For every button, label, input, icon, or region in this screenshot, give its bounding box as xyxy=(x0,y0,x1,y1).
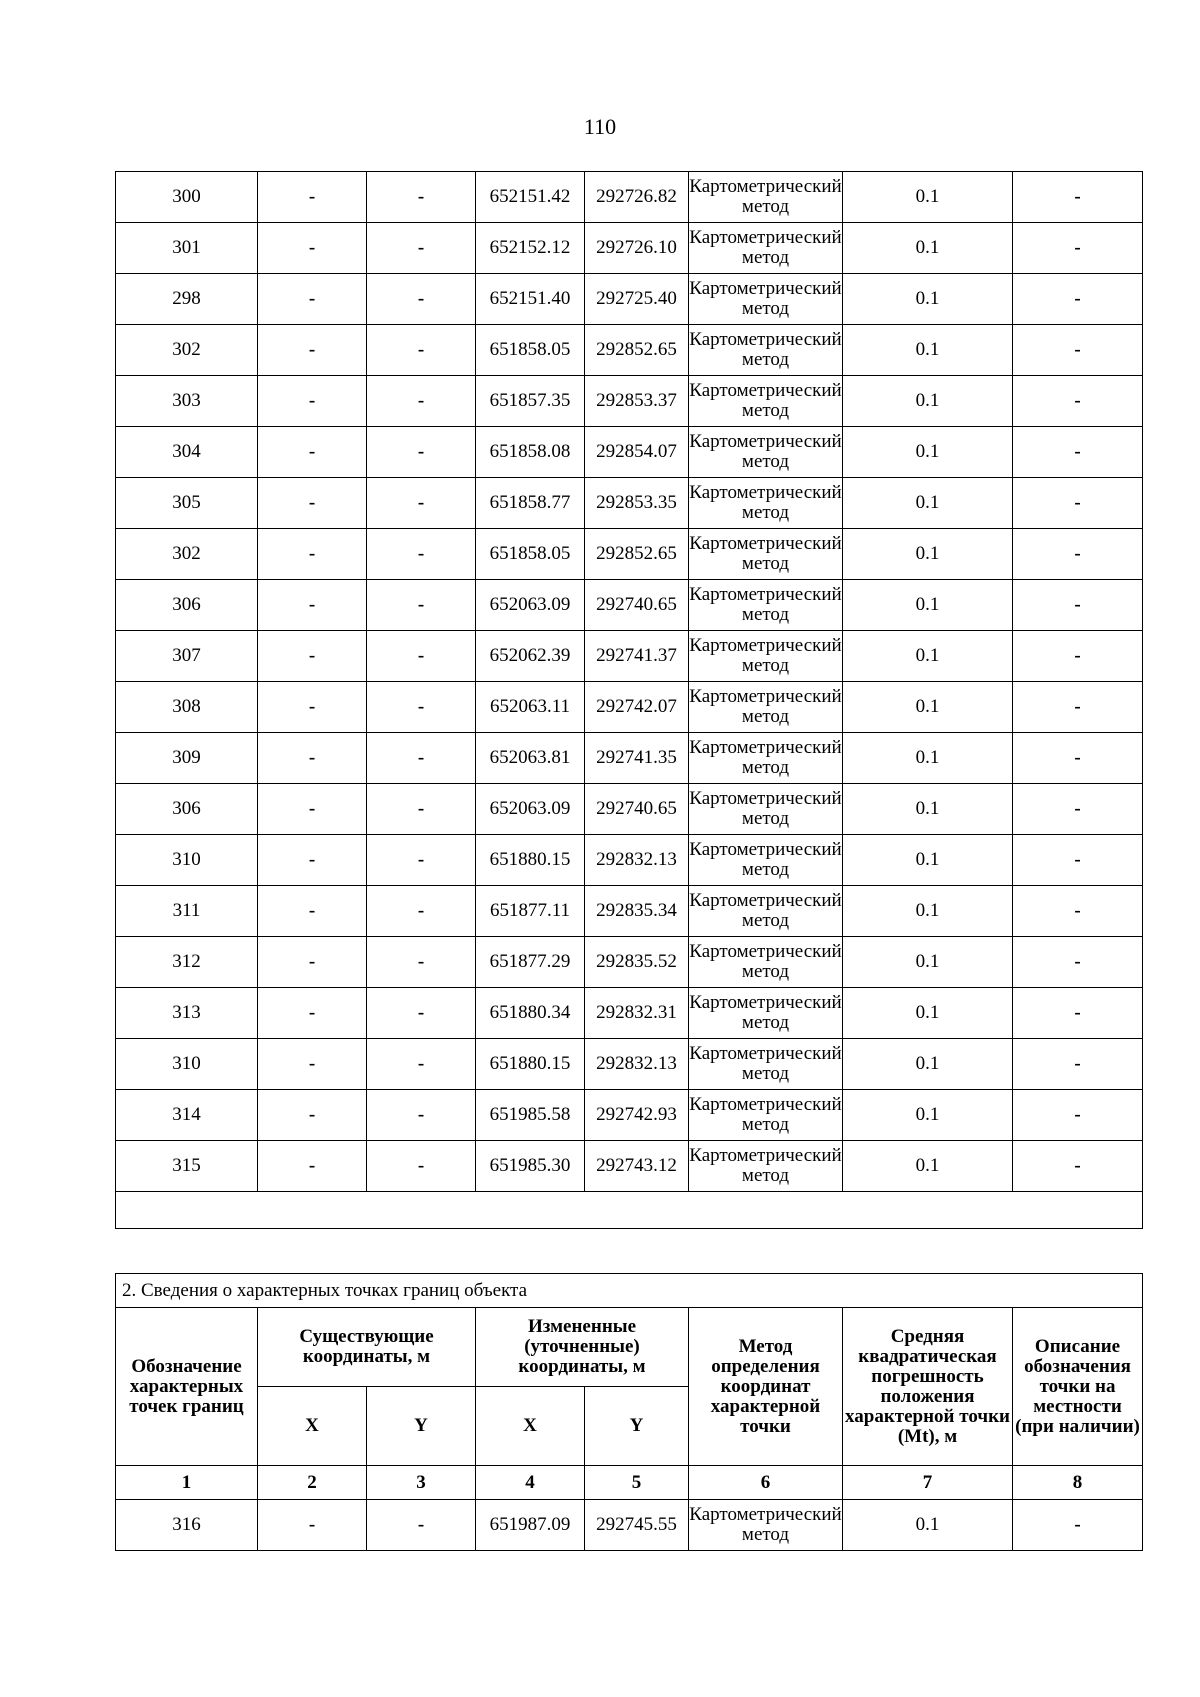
method-cell: Картометрический метод xyxy=(689,988,843,1039)
point-number-cell: 301 xyxy=(116,223,258,274)
coordinates-table-continued xyxy=(115,171,1143,1229)
method-cell: Картометрический метод xyxy=(689,376,843,427)
table-row xyxy=(116,682,1143,733)
changed-x-cell: 651880.15 xyxy=(476,835,585,886)
description-cell: - xyxy=(1013,886,1143,937)
existing-x-cell: - xyxy=(258,886,367,937)
existing-y-cell: - xyxy=(367,733,476,784)
existing-y-cell: - xyxy=(367,172,476,223)
table-row xyxy=(116,427,1143,478)
column-number: 8 xyxy=(1013,1466,1143,1500)
table-row xyxy=(116,274,1143,325)
point-number-cell: 313 xyxy=(116,988,258,1039)
existing-y-cell: - xyxy=(367,835,476,886)
changed-y-cell: 292740.65 xyxy=(585,784,689,835)
point-number-cell: 306 xyxy=(116,784,258,835)
changed-x-cell: 652063.09 xyxy=(476,580,585,631)
header-changed-coords: Измененные (уточненные) координаты, м xyxy=(476,1308,689,1387)
description-cell: - xyxy=(1013,631,1143,682)
table-row xyxy=(116,784,1143,835)
point-number-cell: 303 xyxy=(116,376,258,427)
changed-y-cell: 292741.37 xyxy=(585,631,689,682)
changed-x-cell: 651880.15 xyxy=(476,1039,585,1090)
existing-x-cell: - xyxy=(258,988,367,1039)
column-number: 2 xyxy=(258,1466,367,1500)
mt-cell: 0.1 xyxy=(843,274,1013,325)
table-row xyxy=(116,733,1143,784)
point-number-cell: 311 xyxy=(116,886,258,937)
table-row xyxy=(116,223,1143,274)
mt-cell: 0.1 xyxy=(843,784,1013,835)
table-row xyxy=(116,580,1143,631)
existing-y-cell: - xyxy=(367,580,476,631)
description-cell: - xyxy=(1013,1039,1143,1090)
section-title-row xyxy=(116,1274,1143,1308)
existing-y-cell: - xyxy=(367,223,476,274)
mt-cell: 0.1 xyxy=(843,1141,1013,1192)
method-cell: Картометрический метод xyxy=(689,478,843,529)
description-cell: - xyxy=(1013,1141,1143,1192)
mt-cell: 0.1 xyxy=(843,631,1013,682)
changed-x-cell: 652151.42 xyxy=(476,172,585,223)
table-row xyxy=(116,1039,1143,1090)
existing-x-cell: - xyxy=(258,172,367,223)
changed-y-cell: 292741.35 xyxy=(585,733,689,784)
method-cell: Картометрический метод xyxy=(689,733,843,784)
existing-y-cell: - xyxy=(367,427,476,478)
header-row xyxy=(116,1308,1143,1387)
method-cell: Картометрический метод xyxy=(689,325,843,376)
existing-x-cell: - xyxy=(258,1090,367,1141)
existing-y-cell: - xyxy=(367,1090,476,1141)
header-changed-x: X xyxy=(476,1387,585,1466)
existing-x-cell: - xyxy=(258,1500,367,1551)
method-cell: Картометрический метод xyxy=(689,1090,843,1141)
method-cell: Картометрический метод xyxy=(689,427,843,478)
existing-y-cell: - xyxy=(367,937,476,988)
changed-x-cell: 651880.34 xyxy=(476,988,585,1039)
point-number-cell: 315 xyxy=(116,1141,258,1192)
existing-y-cell: - xyxy=(367,682,476,733)
table-row xyxy=(116,835,1143,886)
existing-x-cell: - xyxy=(258,580,367,631)
existing-y-cell: - xyxy=(367,274,476,325)
changed-y-cell: 292832.13 xyxy=(585,835,689,886)
existing-y-cell: - xyxy=(367,886,476,937)
description-cell: - xyxy=(1013,1090,1143,1141)
section-title: 2. Сведения о характерных точках границ объекта xyxy=(116,1274,1143,1308)
changed-y-cell: 292835.52 xyxy=(585,937,689,988)
mt-cell: 0.1 xyxy=(843,1090,1013,1141)
method-cell: Картометрический метод xyxy=(689,784,843,835)
existing-y-cell: - xyxy=(367,631,476,682)
existing-x-cell: - xyxy=(258,325,367,376)
point-number-cell: 302 xyxy=(116,325,258,376)
existing-y-cell: - xyxy=(367,529,476,580)
changed-y-cell: 292853.37 xyxy=(585,376,689,427)
header-description: Описание обозначения точки на местности (при наличии) xyxy=(1013,1308,1143,1466)
changed-x-cell: 652062.39 xyxy=(476,631,585,682)
existing-x-cell: - xyxy=(258,682,367,733)
mt-cell: 0.1 xyxy=(843,886,1013,937)
existing-y-cell: - xyxy=(367,325,476,376)
column-number: 5 xyxy=(585,1466,689,1500)
changed-y-cell: 292832.13 xyxy=(585,1039,689,1090)
point-number-cell: 309 xyxy=(116,733,258,784)
existing-x-cell: - xyxy=(258,478,367,529)
method-cell: Картометрический метод xyxy=(689,529,843,580)
changed-y-cell: 292852.65 xyxy=(585,529,689,580)
table-row xyxy=(116,937,1143,988)
mt-cell: 0.1 xyxy=(843,682,1013,733)
table-row xyxy=(116,325,1143,376)
changed-y-cell: 292852.65 xyxy=(585,325,689,376)
changed-y-cell: 292853.35 xyxy=(585,478,689,529)
changed-y-cell: 292835.34 xyxy=(585,886,689,937)
changed-x-cell: 651877.11 xyxy=(476,886,585,937)
existing-x-cell: - xyxy=(258,274,367,325)
point-number-cell: 300 xyxy=(116,172,258,223)
mt-cell: 0.1 xyxy=(843,1500,1013,1551)
table-row xyxy=(116,529,1143,580)
description-cell: - xyxy=(1013,325,1143,376)
existing-y-cell: - xyxy=(367,1500,476,1551)
point-number-cell: 310 xyxy=(116,835,258,886)
table-row xyxy=(116,376,1143,427)
changed-x-cell: 651858.77 xyxy=(476,478,585,529)
description-cell: - xyxy=(1013,274,1143,325)
mt-cell: 0.1 xyxy=(843,1039,1013,1090)
changed-y-cell: 292726.82 xyxy=(585,172,689,223)
changed-x-cell: 651877.29 xyxy=(476,937,585,988)
header-existing-x: X xyxy=(258,1387,367,1466)
table-row xyxy=(116,988,1143,1039)
method-cell: Картометрический метод xyxy=(689,274,843,325)
column-number: 7 xyxy=(843,1466,1013,1500)
description-cell: - xyxy=(1013,529,1143,580)
changed-y-cell: 292743.12 xyxy=(585,1141,689,1192)
mt-cell: 0.1 xyxy=(843,835,1013,886)
existing-x-cell: - xyxy=(258,1141,367,1192)
column-number: 4 xyxy=(476,1466,585,1500)
changed-y-cell: 292742.07 xyxy=(585,682,689,733)
table-row xyxy=(116,478,1143,529)
changed-x-cell: 651858.08 xyxy=(476,427,585,478)
mt-cell: 0.1 xyxy=(843,223,1013,274)
method-cell: Картометрический метод xyxy=(689,886,843,937)
point-number-cell: 314 xyxy=(116,1090,258,1141)
description-cell: - xyxy=(1013,937,1143,988)
existing-x-cell: - xyxy=(258,937,367,988)
description-cell: - xyxy=(1013,223,1143,274)
changed-x-cell: 652063.81 xyxy=(476,733,585,784)
header-mt: Средняя квадратическая погрешность положения характерной точки (Mt), м xyxy=(843,1308,1013,1466)
changed-x-cell: 651858.05 xyxy=(476,529,585,580)
changed-y-cell: 292745.55 xyxy=(585,1500,689,1551)
changed-y-cell: 292832.31 xyxy=(585,988,689,1039)
empty-footer-row xyxy=(116,1192,1143,1229)
existing-x-cell: - xyxy=(258,835,367,886)
point-number-cell: 308 xyxy=(116,682,258,733)
page-number: 110 xyxy=(583,114,617,139)
existing-y-cell: - xyxy=(367,1039,476,1090)
description-cell: - xyxy=(1013,1500,1143,1551)
method-cell: Картометрический метод xyxy=(689,631,843,682)
header-changed-y: Y xyxy=(585,1387,689,1466)
existing-y-cell: - xyxy=(367,784,476,835)
method-cell: Картометрический метод xyxy=(689,580,843,631)
point-number-cell: 307 xyxy=(116,631,258,682)
changed-x-cell: 652063.09 xyxy=(476,784,585,835)
description-cell: - xyxy=(1013,376,1143,427)
point-number-cell: 312 xyxy=(116,937,258,988)
changed-y-cell: 292725.40 xyxy=(585,274,689,325)
mt-cell: 0.1 xyxy=(843,376,1013,427)
point-number-cell: 316 xyxy=(116,1500,258,1551)
changed-x-cell: 651857.35 xyxy=(476,376,585,427)
existing-x-cell: - xyxy=(258,529,367,580)
empty-footer-cell xyxy=(116,1192,1143,1229)
mt-cell: 0.1 xyxy=(843,529,1013,580)
existing-x-cell: - xyxy=(258,733,367,784)
changed-y-cell: 292742.93 xyxy=(585,1090,689,1141)
existing-y-cell: - xyxy=(367,376,476,427)
mt-cell: 0.1 xyxy=(843,988,1013,1039)
description-cell: - xyxy=(1013,682,1143,733)
description-cell: - xyxy=(1013,733,1143,784)
header-point-designation: Обозначение характерных точек границ xyxy=(116,1308,258,1466)
description-cell: - xyxy=(1013,784,1143,835)
table-row xyxy=(116,172,1143,223)
existing-x-cell: - xyxy=(258,631,367,682)
point-number-cell: 305 xyxy=(116,478,258,529)
changed-y-cell: 292854.07 xyxy=(585,427,689,478)
point-number-cell: 302 xyxy=(116,529,258,580)
changed-y-cell: 292726.10 xyxy=(585,223,689,274)
changed-x-cell: 652063.11 xyxy=(476,682,585,733)
description-cell: - xyxy=(1013,988,1143,1039)
header-existing-y: Y xyxy=(367,1387,476,1466)
mt-cell: 0.1 xyxy=(843,733,1013,784)
method-cell: Картометрический метод xyxy=(689,1039,843,1090)
description-cell: - xyxy=(1013,835,1143,886)
mt-cell: 0.1 xyxy=(843,937,1013,988)
mt-cell: 0.1 xyxy=(843,427,1013,478)
existing-x-cell: - xyxy=(258,376,367,427)
column-number: 6 xyxy=(689,1466,843,1500)
description-cell: - xyxy=(1013,478,1143,529)
method-cell: Картометрический метод xyxy=(689,223,843,274)
mt-cell: 0.1 xyxy=(843,172,1013,223)
table-row xyxy=(116,1090,1143,1141)
table-row xyxy=(116,631,1143,682)
mt-cell: 0.1 xyxy=(843,325,1013,376)
header-existing-coords: Существующие координаты, м xyxy=(258,1308,476,1387)
changed-x-cell: 651987.09 xyxy=(476,1500,585,1551)
description-cell: - xyxy=(1013,427,1143,478)
existing-y-cell: - xyxy=(367,478,476,529)
table-row xyxy=(116,1141,1143,1192)
table-row xyxy=(116,886,1143,937)
column-number: 1 xyxy=(116,1466,258,1500)
existing-x-cell: - xyxy=(258,223,367,274)
header-method: Метод определения координат характерной точки xyxy=(689,1308,843,1466)
method-cell: Картометрический метод xyxy=(689,937,843,988)
changed-x-cell: 651985.30 xyxy=(476,1141,585,1192)
point-number-cell: 304 xyxy=(116,427,258,478)
existing-y-cell: - xyxy=(367,988,476,1039)
existing-x-cell: - xyxy=(258,1039,367,1090)
changed-y-cell: 292740.65 xyxy=(585,580,689,631)
column-number: 3 xyxy=(367,1466,476,1500)
method-cell: Картометрический метод xyxy=(689,1500,843,1551)
column-numbers-row xyxy=(116,1466,1143,1500)
changed-x-cell: 651858.05 xyxy=(476,325,585,376)
changed-x-cell: 652152.12 xyxy=(476,223,585,274)
point-number-cell: 298 xyxy=(116,274,258,325)
existing-x-cell: - xyxy=(258,427,367,478)
point-number-cell: 310 xyxy=(116,1039,258,1090)
changed-x-cell: 651985.58 xyxy=(476,1090,585,1141)
method-cell: Картометрический метод xyxy=(689,1141,843,1192)
method-cell: Картометрический метод xyxy=(689,682,843,733)
mt-cell: 0.1 xyxy=(843,580,1013,631)
description-cell: - xyxy=(1013,580,1143,631)
mt-cell: 0.1 xyxy=(843,478,1013,529)
boundary-points-table xyxy=(115,1273,1143,1551)
existing-y-cell: - xyxy=(367,1141,476,1192)
method-cell: Картометрический метод xyxy=(689,172,843,223)
table-row xyxy=(116,1500,1143,1551)
method-cell: Картометрический метод xyxy=(689,835,843,886)
point-number-cell: 306 xyxy=(116,580,258,631)
changed-x-cell: 652151.40 xyxy=(476,274,585,325)
existing-x-cell: - xyxy=(258,784,367,835)
description-cell: - xyxy=(1013,172,1143,223)
